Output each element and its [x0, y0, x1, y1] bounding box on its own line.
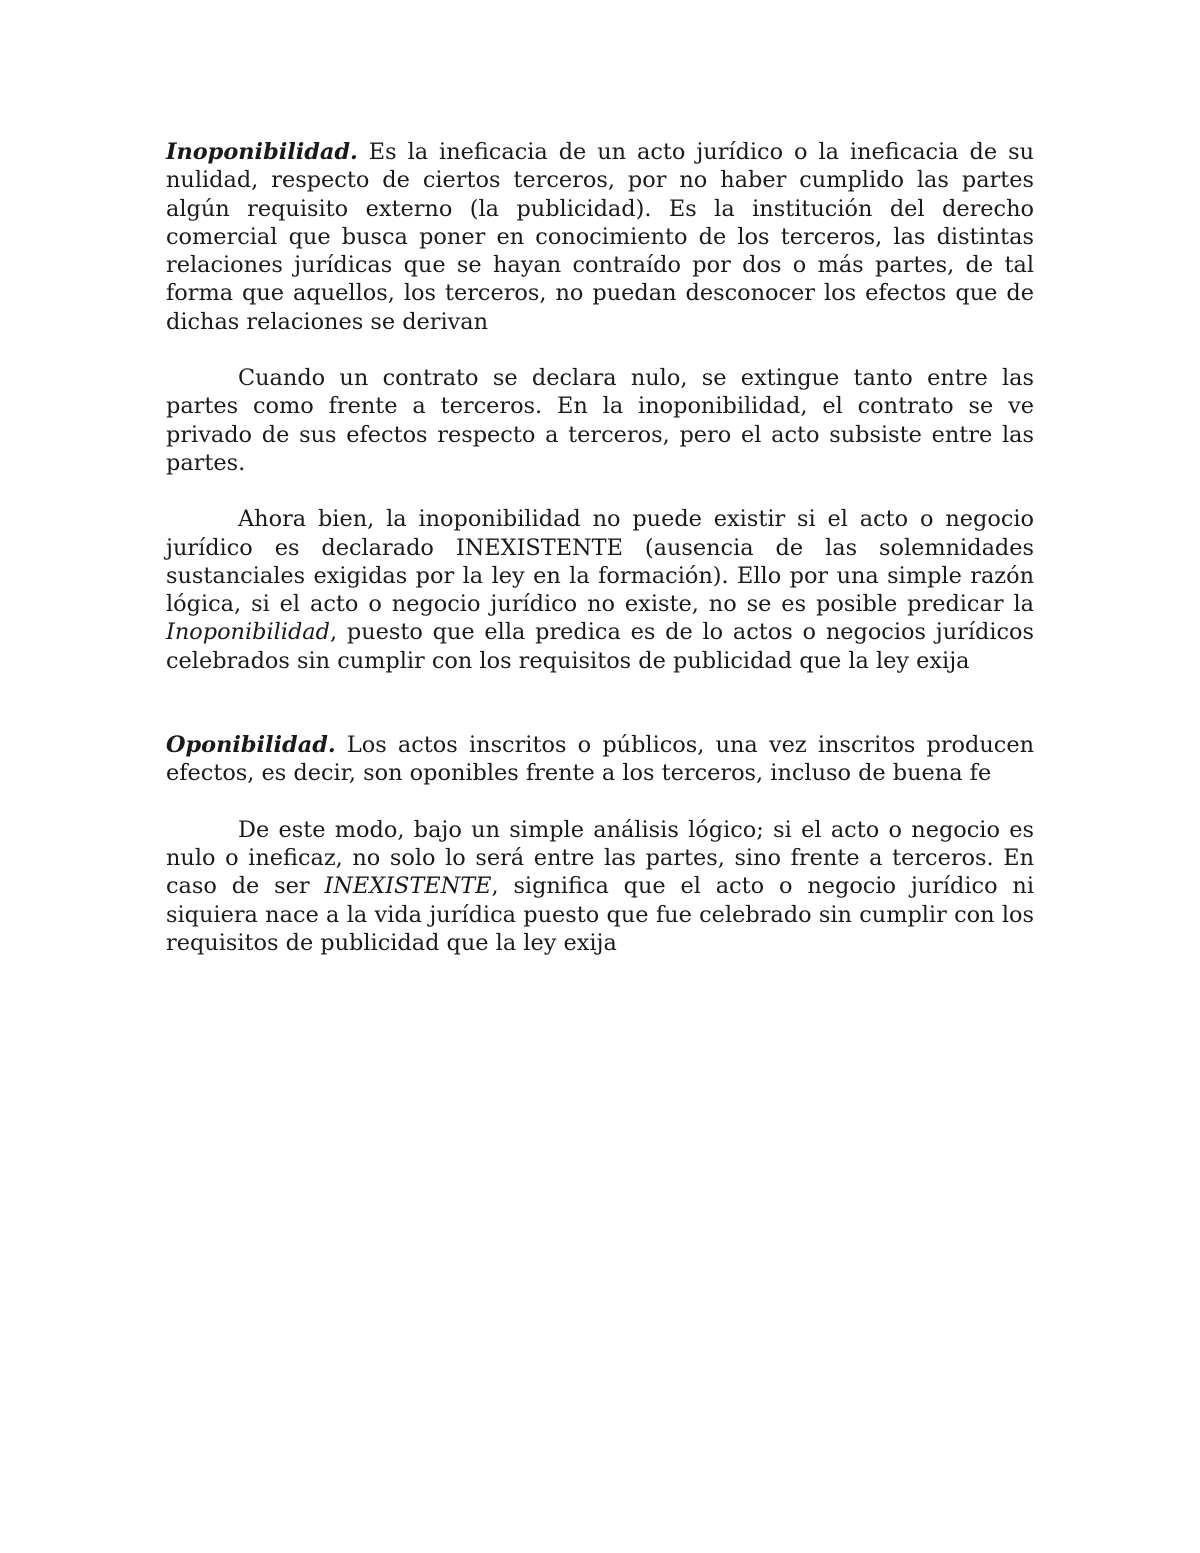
term-oponibilidad: Oponibilidad.	[166, 732, 336, 759]
paragraph-inoponibilidad	[166, 138, 1034, 336]
italic-term: Inoponibilidad	[166, 619, 330, 646]
paragraph-nulidad-vs-inoponibilidad	[166, 364, 1034, 477]
term-inoponibilidad: Inoponibilidad.	[166, 139, 358, 165]
paragraph-text: Ahora bien, la inoponibilidad no puede existir si el acto o negocio jurídico es declarado INEXISTENTE (ausencia de las solemnidades sustanciales exigidas por la ley en la formación). Ello por una simple razón lógica, si el acto o negocio jurídico no existe, no se es posible predicar la	[166, 506, 1034, 618]
document-page	[166, 138, 1034, 957]
paragraph-text: Los actos inscritos o públicos, una vez inscritos producen efectos, es decir, son oponibles frente a los terceros, incluso de buena fe	[166, 732, 1034, 787]
paragraph-text: De este modo, bajo un simple análisis lógico; si el acto o negocio es nulo o ineficaz, no solo lo será entre las partes, sino frente a terceros. En caso de ser	[166, 816, 1034, 900]
paragraph-oponibilidad	[166, 731, 1034, 788]
paragraph-text: , significa que el acto o negocio jurídico ni siquiera nace a la vida jurídica puesto que fue celebrado sin cumplir con los requisitos de publicidad que la ley exija	[166, 873, 1034, 956]
paragraph-text: , puesto que ella predica es de lo actos o negocios jurídicos celebrados sin cumplir con los requisitos de publicidad que la ley exija	[166, 619, 1034, 674]
italic-term: INEXISTENTE	[324, 873, 492, 900]
paragraph-analisis-logico	[166, 816, 1034, 957]
paragraph-text: Cuando un contrato se declara nulo, se extingue tanto entre las partes como frente a terceros. En la inoponibilidad, el contrato se ve privado de sus efectos respecto a terceros, pero el acto subsiste entre las partes.	[166, 365, 1034, 476]
paragraph-text: Es la ineficacia de un acto jurídico o la ineficacia de su nulidad, respecto de ciertos terceros, por no haber cumplido las partes algún requisito externo (la publicidad). Es la institución del derecho comercial que busca poner en conocimiento de los terceros, las distintas relaciones jurídicas que se hayan contraído por dos o más partes, de tal forma que aquellos, los terceros, no puedan desconocer los efectos que de dichas relaciones se derivan	[166, 139, 1034, 335]
paragraph-inexistencia	[166, 505, 1034, 675]
